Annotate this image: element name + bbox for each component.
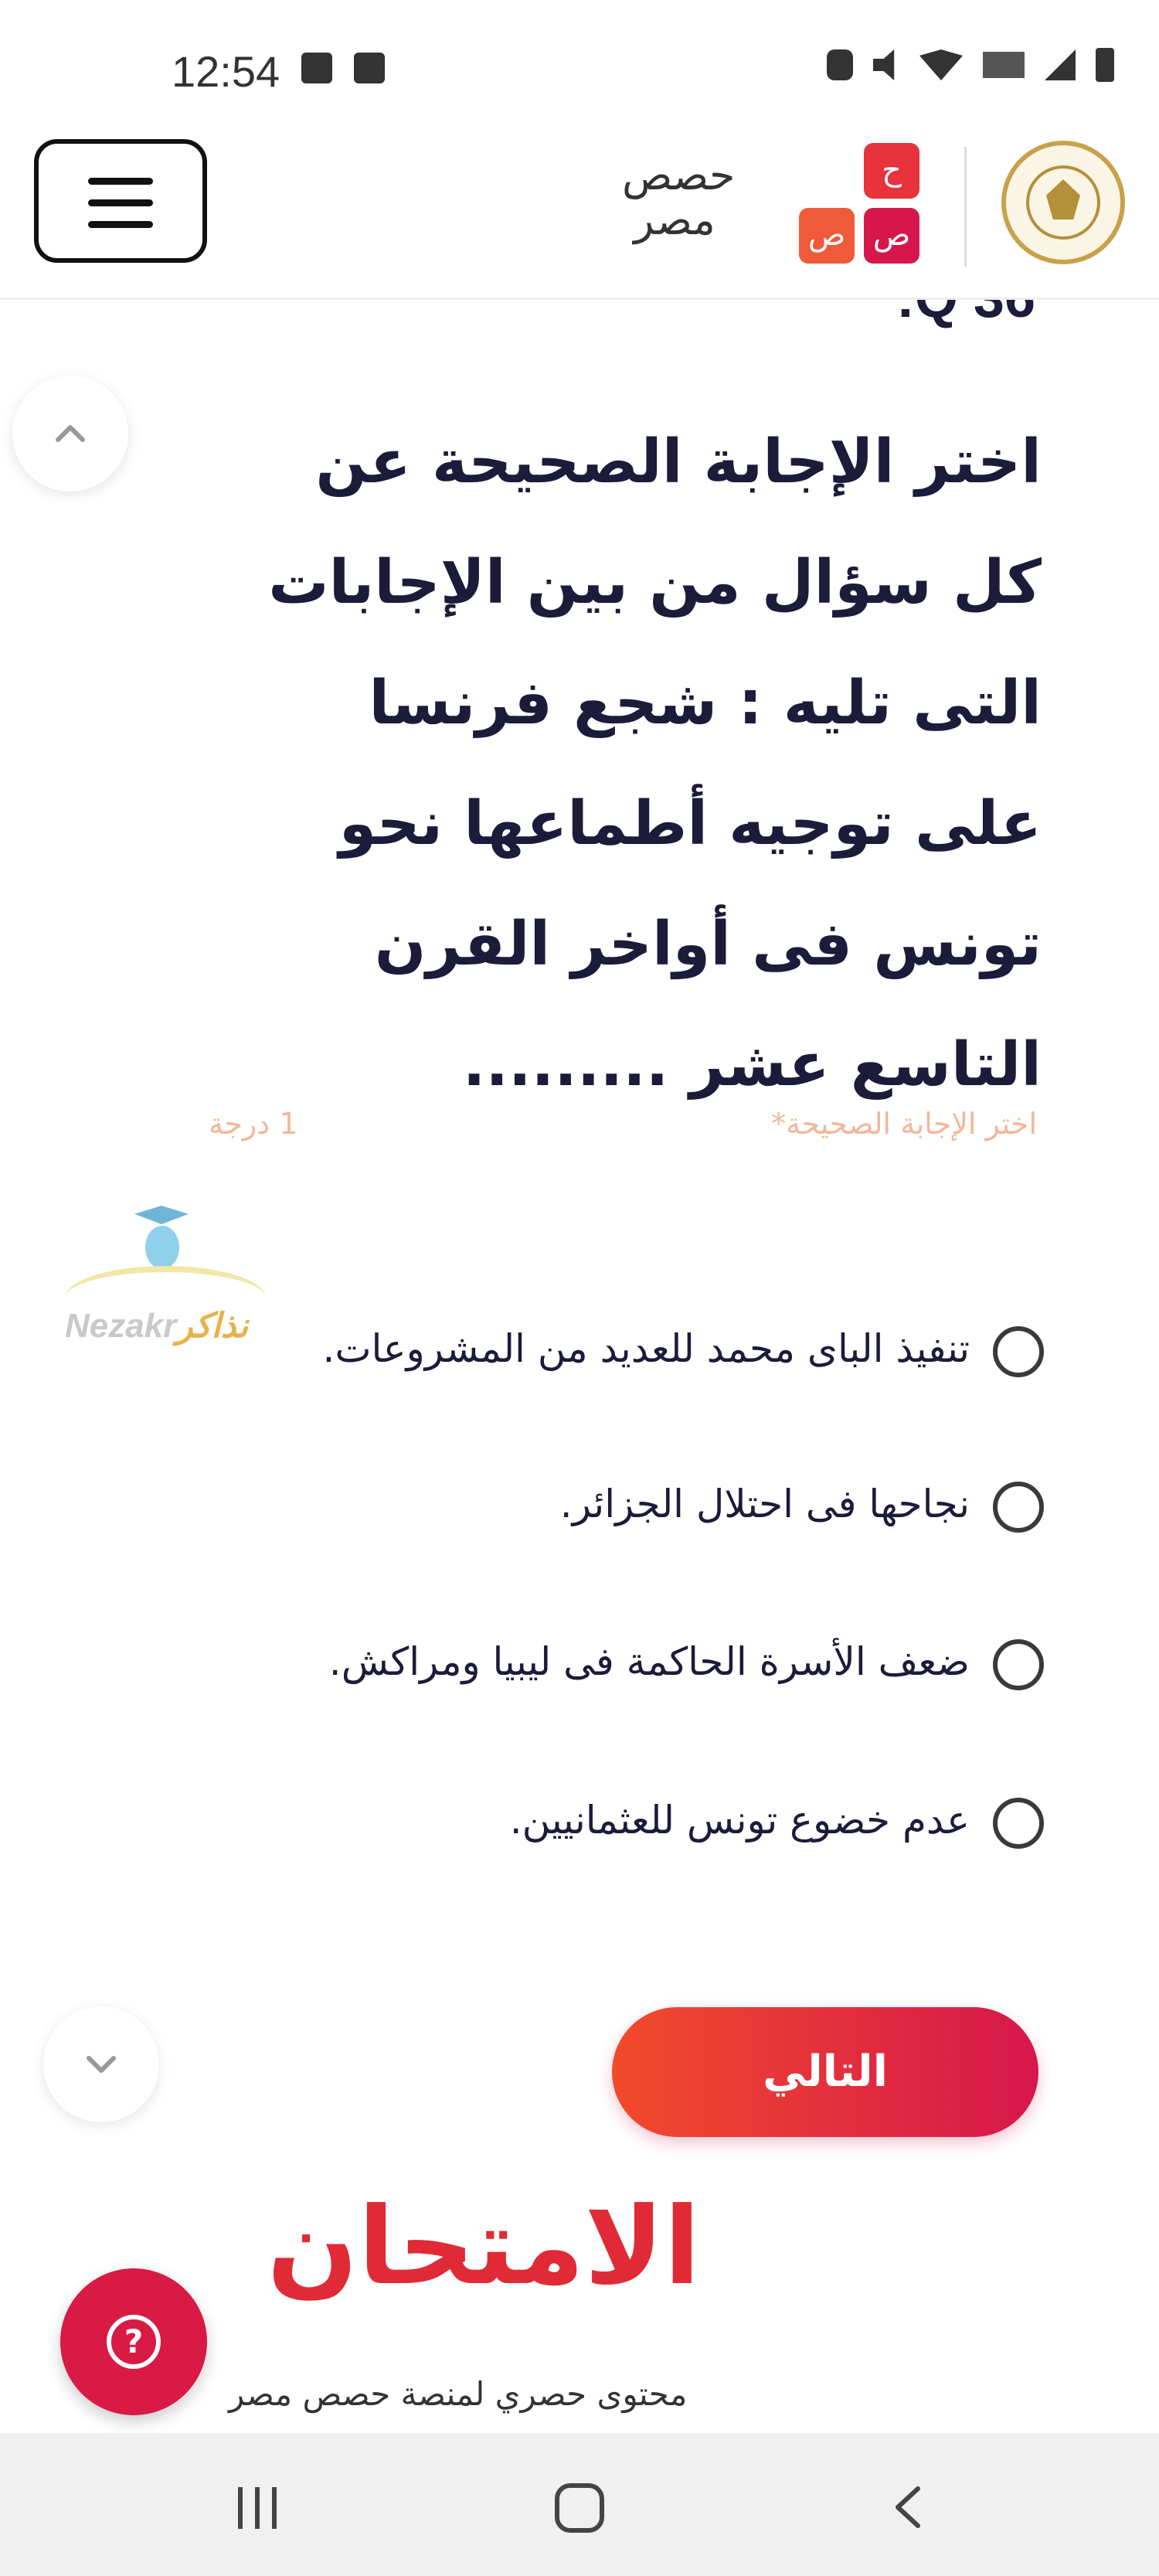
- wifi-icon: [919, 49, 963, 80]
- logo-tile: ص: [864, 208, 919, 264]
- chevron-down-icon: [78, 2041, 124, 2088]
- status-time: 12:54: [172, 47, 280, 96]
- chevron-up-icon: [47, 410, 93, 457]
- facebook-icon: [354, 53, 385, 83]
- next-button[interactable]: التالي: [612, 2007, 1038, 2137]
- radio-button[interactable]: [993, 1482, 1044, 1533]
- brand-logo-icon[interactable]: [799, 143, 923, 267]
- battery-icon: [1096, 48, 1114, 82]
- status-icons: [827, 48, 1114, 82]
- option-label: ضعف الأسرة الحاكمة فى ليبيا ومراكش.: [328, 1639, 970, 1684]
- radio-button[interactable]: [993, 1326, 1044, 1377]
- option-label: تنفيذ الباى محمد للعديد من المشروعات.: [322, 1326, 970, 1371]
- option-label: نجاحها فى احتلال الجزائر.: [559, 1482, 970, 1526]
- graduation-cap-icon: [134, 1206, 189, 1224]
- recents-icon[interactable]: [235, 2487, 281, 2529]
- answer-option[interactable]: [0, 1463, 1159, 1556]
- alarm-icon: [827, 49, 853, 80]
- recents-bar: [238, 2487, 243, 2529]
- question-text: اختر الإجابة الصحيحة عن كل سؤال من بين الإجابات التى تليه : شجع فرنسا على توجيه أطماعها نحو تونس فى أواخر القرن التاسع عشر .........: [268, 427, 1042, 1100]
- exclusive-content-caption: محتوى حصري لمنصة حصص مصر: [229, 2375, 688, 2413]
- signal-icon: [1045, 49, 1076, 80]
- student-figure-icon: [145, 1226, 179, 1269]
- scroll-up-button[interactable]: [12, 376, 128, 492]
- header-divider: [964, 147, 967, 267]
- menu-icon: [88, 178, 153, 185]
- question-points: 1 درجة: [209, 1107, 298, 1141]
- scroll-down-button[interactable]: [43, 2006, 159, 2122]
- menu-icon-bar: [88, 221, 153, 228]
- brand-line-1: حصص: [622, 151, 736, 199]
- brand-logo-text[interactable]: [622, 151, 736, 244]
- hamburger-menu-button[interactable]: [34, 139, 207, 263]
- home-icon[interactable]: [555, 2483, 604, 2533]
- gallery-icon: [301, 53, 332, 83]
- option-label: عدم خضوع تونس للعثمانيين.: [509, 1798, 970, 1843]
- status-bar: [0, 0, 1159, 139]
- answer-option[interactable]: [0, 1621, 1159, 1713]
- answer-option[interactable]: [0, 1308, 1159, 1400]
- radio-button[interactable]: [993, 1639, 1044, 1690]
- recents-bar: [272, 2487, 277, 2529]
- answer-option[interactable]: [0, 1779, 1159, 1872]
- book-icon: [65, 1266, 266, 1306]
- logo-tile: ح: [864, 143, 919, 199]
- mute-icon: [873, 49, 899, 80]
- logo-tile: ص: [799, 208, 855, 264]
- help-icon: ?: [107, 2315, 161, 2369]
- back-icon[interactable]: [889, 2482, 927, 2532]
- lte-icon: [983, 52, 1025, 78]
- radio-button[interactable]: [993, 1798, 1044, 1849]
- exam-watermark-label: الامتحان: [267, 2184, 701, 2309]
- help-button[interactable]: [60, 2268, 207, 2415]
- brand-line-2: مصر: [634, 196, 715, 244]
- watermark-latin: Nezakr: [65, 1307, 177, 1345]
- system-nav-bar: [0, 2433, 1159, 2576]
- answer-instruction: اختر الإجابة الصحيحة*: [771, 1107, 1037, 1141]
- menu-icon-bar: [88, 199, 153, 206]
- watermark-arabic: نذاكر: [176, 1307, 249, 1345]
- recents-bar: [255, 2487, 260, 2529]
- ministry-seal-logo: [1001, 141, 1125, 264]
